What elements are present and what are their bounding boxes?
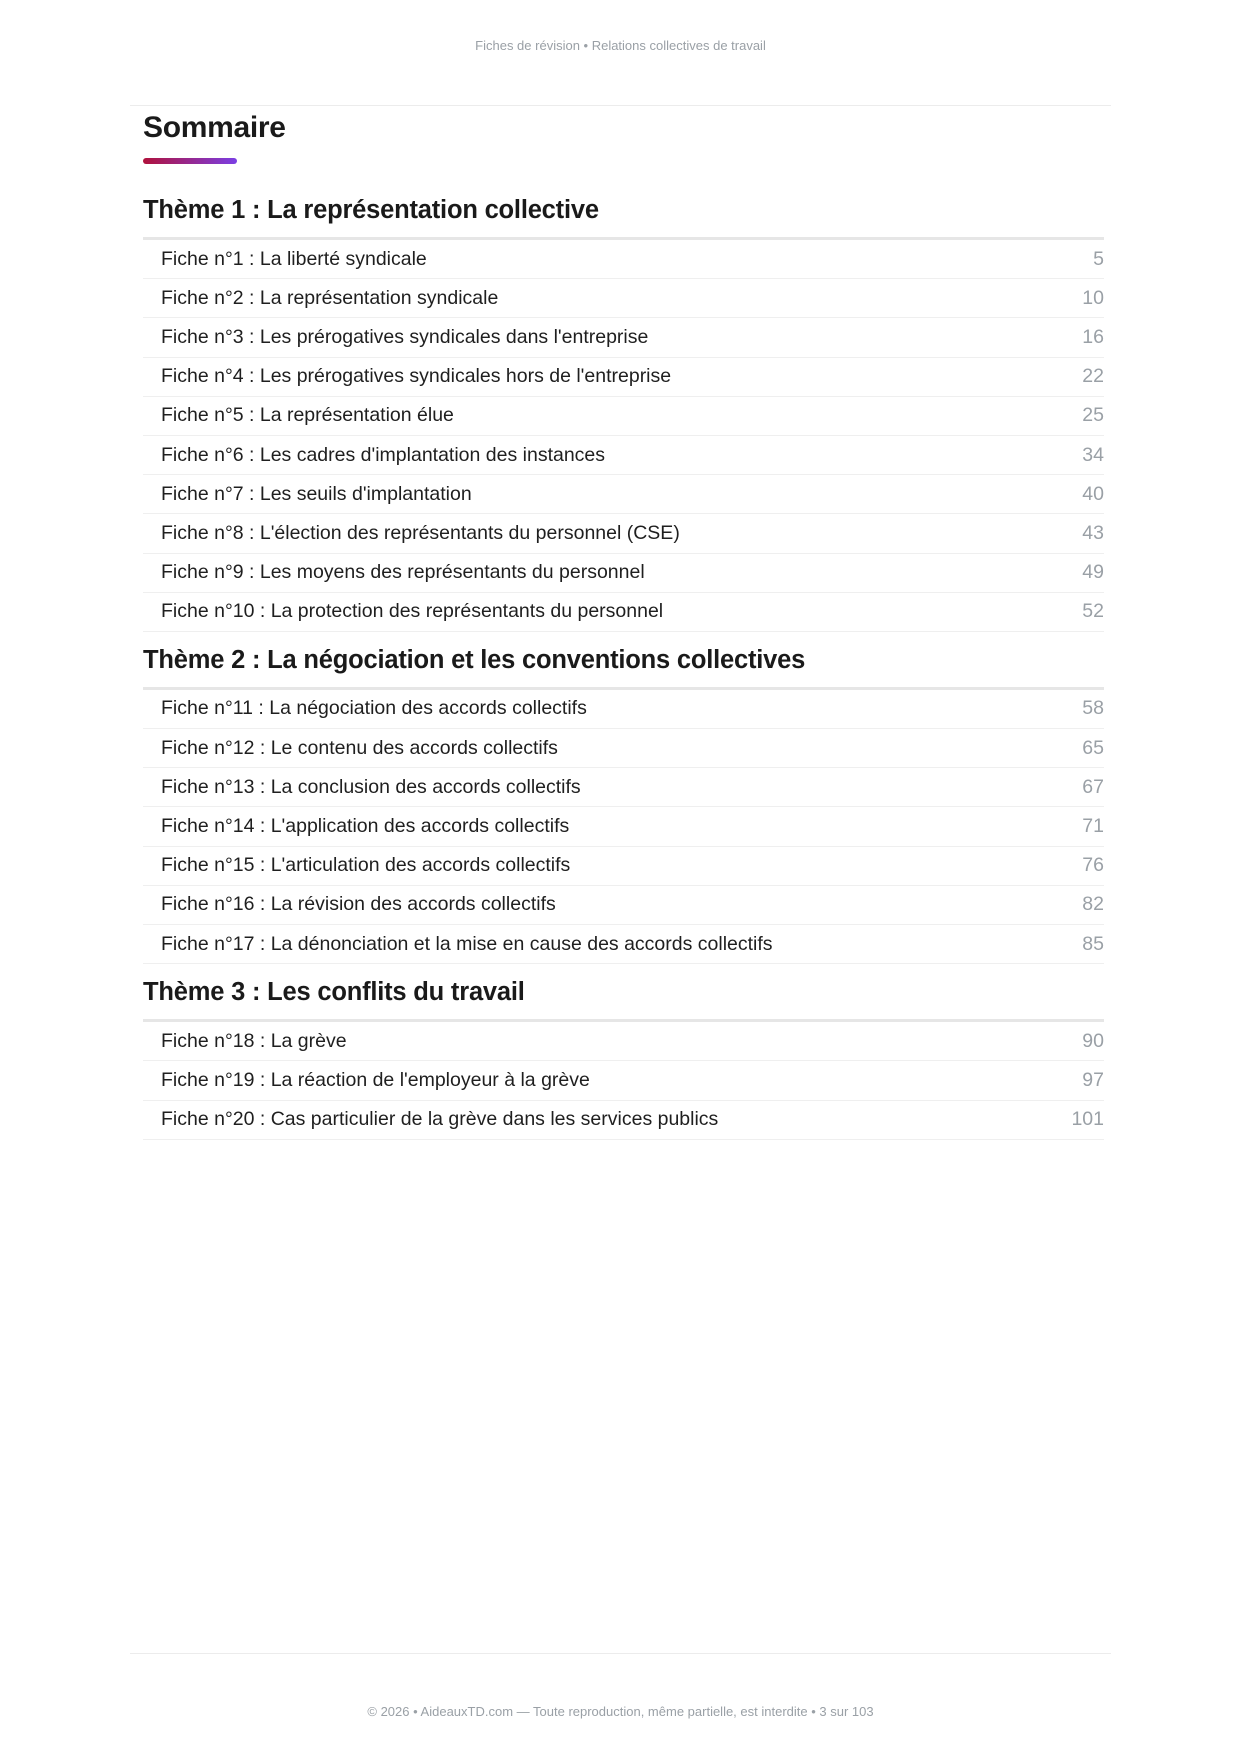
toc-entry-label: Fiche n°12 : Le contenu des accords collectifs bbox=[161, 736, 558, 759]
footer-divider bbox=[130, 1653, 1111, 1654]
toc-entry-page-number: 5 bbox=[1093, 247, 1104, 270]
toc-entry-page-number: 90 bbox=[1082, 1029, 1104, 1052]
toc-entry-label: Fiche n°19 : La réaction de l'employeur à la grève bbox=[161, 1068, 590, 1091]
theme-title: Thème 3 : Les conflits du travail bbox=[143, 973, 1104, 1022]
page-title: Sommaire bbox=[143, 111, 286, 144]
toc-entry[interactable] bbox=[143, 240, 1104, 279]
theme-section bbox=[143, 641, 1104, 964]
toc-entry[interactable] bbox=[143, 593, 1104, 632]
toc-entry[interactable] bbox=[143, 279, 1104, 318]
toc-entry[interactable] bbox=[143, 729, 1104, 768]
toc-entry-page-number: 40 bbox=[1082, 482, 1104, 505]
toc-entry-label: Fiche n°8 : L'élection des représentants du personnel (CSE) bbox=[161, 521, 680, 544]
toc-entry[interactable] bbox=[143, 807, 1104, 846]
toc-entry[interactable] bbox=[143, 847, 1104, 886]
toc-entry-label: Fiche n°14 : L'application des accords collectifs bbox=[161, 815, 570, 838]
toc-entry[interactable] bbox=[143, 768, 1104, 807]
toc-entry-page-number: 76 bbox=[1082, 854, 1104, 877]
toc-entry-page-number: 82 bbox=[1082, 893, 1104, 916]
toc-entry-page-number: 85 bbox=[1082, 932, 1104, 955]
toc-entry-page-number: 22 bbox=[1082, 365, 1104, 388]
toc-entry-label: Fiche n°18 : La grève bbox=[161, 1029, 347, 1052]
running-header: Fiches de révision • Relations collectives de travail bbox=[475, 38, 766, 53]
title-underline bbox=[143, 158, 237, 164]
theme-section bbox=[143, 191, 1104, 632]
toc-entry-label: Fiche n°9 : Les moyens des représentants du personnel bbox=[161, 561, 645, 584]
toc-entry-page-number: 67 bbox=[1082, 775, 1104, 798]
toc-entry-page-number: 25 bbox=[1082, 404, 1104, 427]
toc-entry-page-number: 101 bbox=[1071, 1108, 1104, 1131]
toc-entry-label: Fiche n°13 : La conclusion des accords collectifs bbox=[161, 775, 581, 798]
theme-title: Thème 2 : La négociation et les conventions collectives bbox=[143, 641, 1104, 690]
toc-entry-page-number: 43 bbox=[1082, 521, 1104, 544]
toc-entry[interactable] bbox=[143, 397, 1104, 436]
toc-entry[interactable] bbox=[143, 514, 1104, 553]
toc-entry-page-number: 58 bbox=[1082, 697, 1104, 720]
toc-entry-page-number: 97 bbox=[1082, 1068, 1104, 1091]
toc-entry-page-number: 65 bbox=[1082, 736, 1104, 759]
header-divider bbox=[130, 105, 1111, 106]
toc-entry-label: Fiche n°11 : La négociation des accords collectifs bbox=[161, 697, 587, 720]
toc-entry-label: Fiche n°3 : Les prérogatives syndicales dans l'entreprise bbox=[161, 325, 649, 348]
toc-entry-label: Fiche n°2 : La représentation syndicale bbox=[161, 286, 499, 309]
toc-entry-label: Fiche n°15 : L'articulation des accords collectifs bbox=[161, 854, 571, 877]
toc-entry[interactable] bbox=[143, 1061, 1104, 1100]
toc-entry-page-number: 10 bbox=[1082, 286, 1104, 309]
toc-entry-page-number: 16 bbox=[1082, 325, 1104, 348]
toc-entry-label: Fiche n°7 : Les seuils d'implantation bbox=[161, 482, 472, 505]
toc-entry-page-number: 34 bbox=[1082, 443, 1104, 466]
page-footer: © 2026 • AideauxTD.com — Toute reproduction, même partielle, est interdite • 3 sur 103 bbox=[367, 1704, 874, 1719]
toc-entry[interactable] bbox=[143, 554, 1104, 593]
toc-entry[interactable] bbox=[143, 1022, 1104, 1061]
toc-entry-label: Fiche n°17 : La dénonciation et la mise en cause des accords collectifs bbox=[161, 932, 773, 955]
toc-entry-label: Fiche n°4 : Les prérogatives syndicales hors de l'entreprise bbox=[161, 365, 672, 388]
toc-entry[interactable] bbox=[143, 318, 1104, 357]
toc-entry-label: Fiche n°10 : La protection des représentants du personnel bbox=[161, 600, 664, 623]
toc-entry-label: Fiche n°20 : Cas particulier de la grève dans les services publics bbox=[161, 1108, 719, 1131]
toc-entry-label: Fiche n°5 : La représentation élue bbox=[161, 404, 454, 427]
toc-entry[interactable] bbox=[143, 475, 1104, 514]
toc-entry[interactable] bbox=[143, 886, 1104, 925]
toc-entry-page-number: 52 bbox=[1082, 600, 1104, 623]
toc-entry-page-number: 71 bbox=[1082, 815, 1104, 838]
theme-section bbox=[143, 973, 1104, 1140]
toc-entry-page-number: 49 bbox=[1082, 561, 1104, 584]
toc-entry-label: Fiche n°6 : Les cadres d'implantation des instances bbox=[161, 443, 606, 466]
toc-entry-label: Fiche n°16 : La révision des accords collectifs bbox=[161, 893, 556, 916]
toc-entry[interactable] bbox=[143, 436, 1104, 475]
toc-entry[interactable] bbox=[143, 358, 1104, 397]
toc-entry[interactable] bbox=[143, 1101, 1104, 1140]
toc-entry-label: Fiche n°1 : La liberté syndicale bbox=[161, 247, 427, 270]
toc-entry[interactable] bbox=[143, 925, 1104, 964]
toc-entry[interactable] bbox=[143, 690, 1104, 729]
theme-title: Thème 1 : La représentation collective bbox=[143, 191, 1104, 240]
table-of-contents bbox=[143, 108, 1104, 1140]
